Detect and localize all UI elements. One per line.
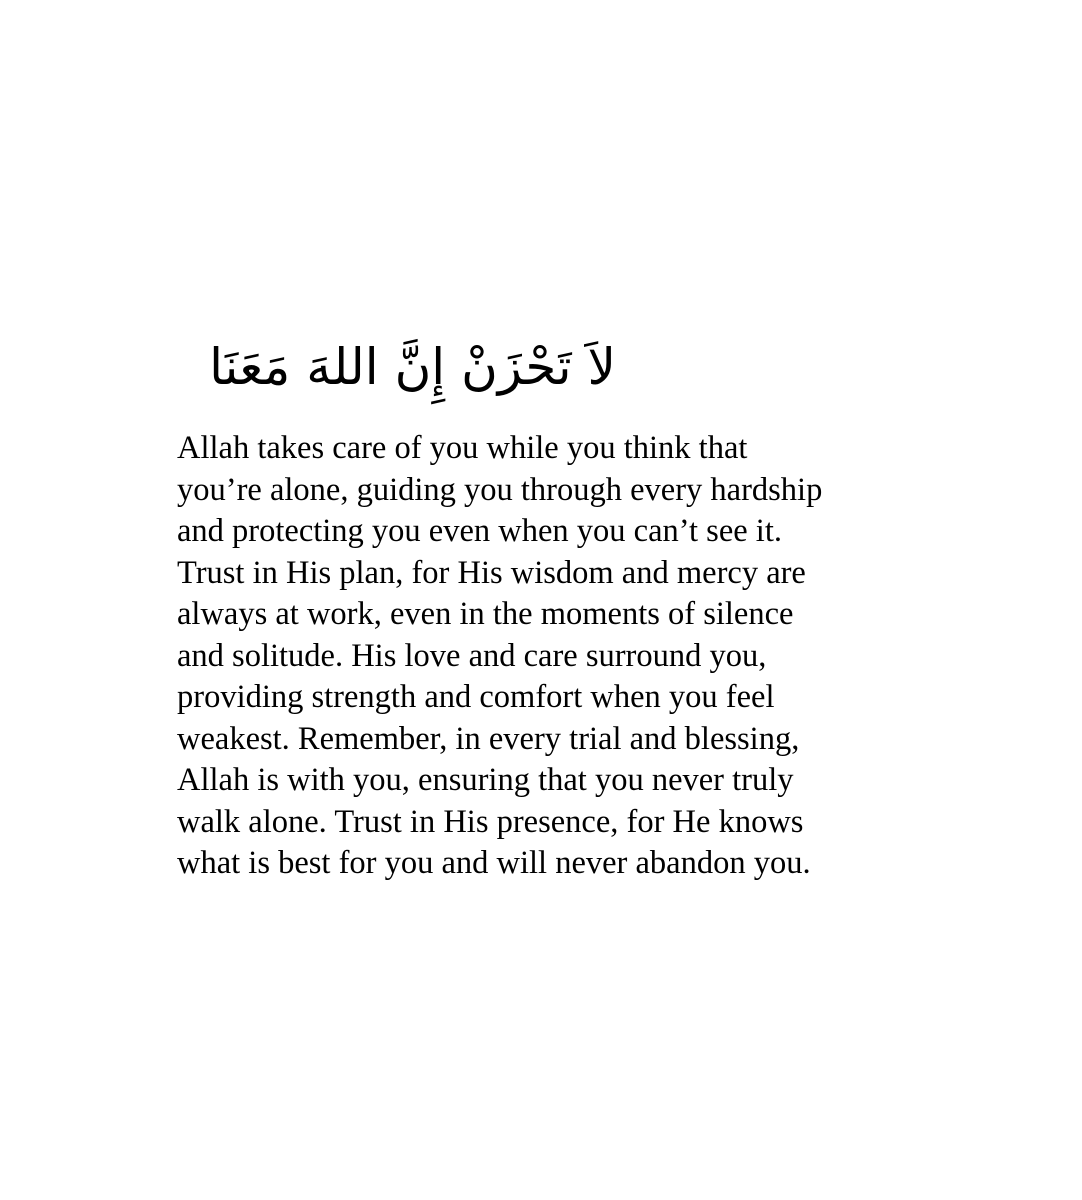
quote-line: and solitude. His love and care surround you,: [177, 637, 767, 674]
arabic-heading: لاَ تَحْزَنْ إِنَّ اللهَ مَعَنَا: [209, 338, 616, 396]
quote-line: always at work, even in the moments of silence: [177, 596, 794, 632]
quote-line: walk alone. Trust in His presence, for He knows: [177, 803, 804, 840]
quote-line: Allah is with you, ensuring that you never truly: [177, 762, 794, 798]
quote-line: Trust in His plan, for His wisdom and mercy are: [177, 554, 806, 591]
quote-body: [177, 428, 917, 885]
quote-line: what is best for you and will never abandon you.: [177, 845, 811, 881]
quote-line: providing strength and comfort when you feel: [177, 679, 775, 715]
quote-line: weakest. Remember, in every trial and blessing,: [177, 720, 800, 757]
quote-line: you’re alone, guiding you through every hardship: [177, 471, 823, 508]
quote-line: Allah takes care of you while you think that: [177, 430, 748, 466]
quote-line: and protecting you even when you can’t see it.: [177, 513, 782, 549]
